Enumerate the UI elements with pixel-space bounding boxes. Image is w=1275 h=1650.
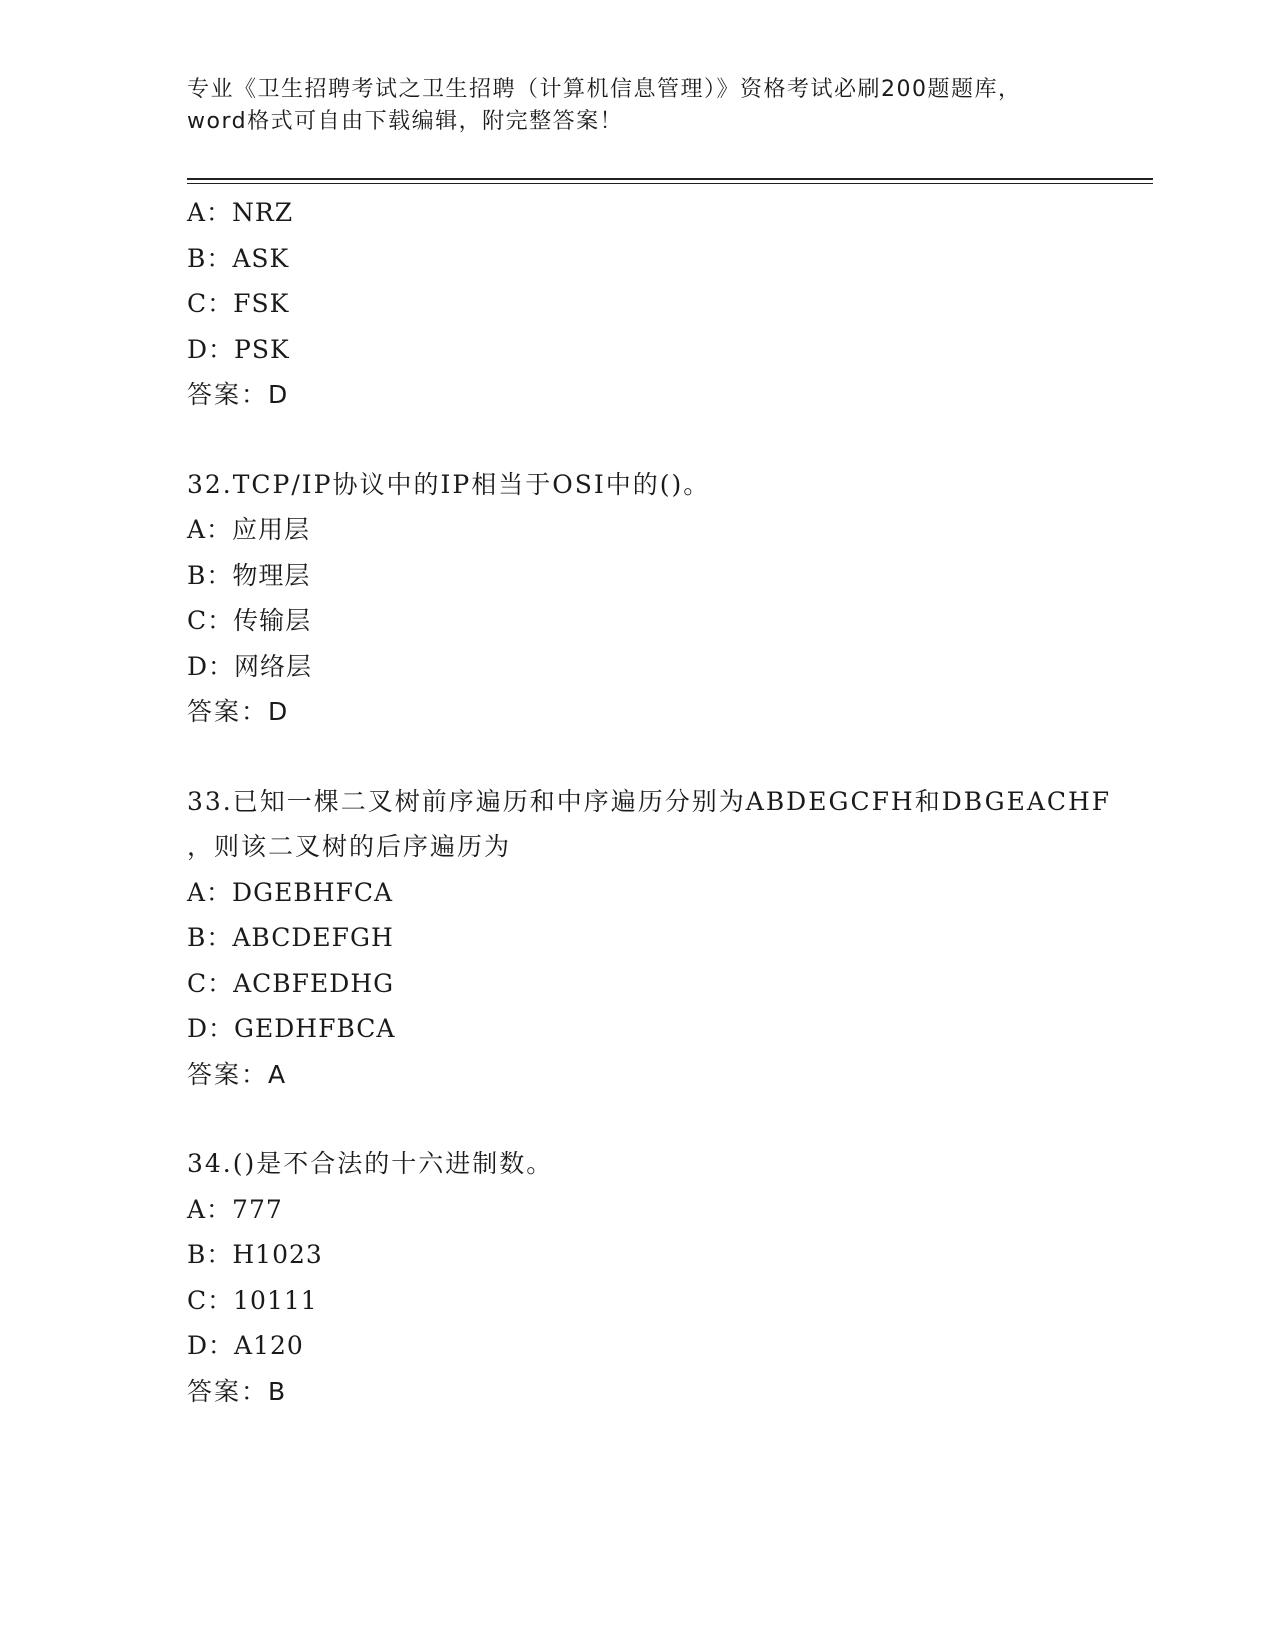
option-d: D：GEDHFBCA [187, 1014, 396, 1043]
header-line-2: word格式可自由下载编辑，附完整答案！ [187, 109, 624, 134]
option-a: A：DGEBHFCA [187, 877, 394, 907]
option-a: A：应用层 [187, 515, 311, 544]
option-b: B：ABCDEFGH [187, 923, 394, 952]
question-33 [187, 779, 1112, 1098]
answer-line: 答案：A [187, 1059, 288, 1089]
option-a: A：NRZ [187, 198, 294, 227]
question-spacer [187, 735, 1087, 779]
question-stem: 32.TCP/IP协议中的IP相当于OSI中的()。 [187, 469, 711, 499]
question-34 [187, 1141, 1087, 1414]
option-d: D：A120 [187, 1331, 304, 1360]
question-spacer [187, 1097, 1087, 1141]
option-b: B：物理层 [187, 560, 311, 590]
question-spacer [187, 418, 1087, 462]
option-d: D：网络层 [187, 651, 313, 681]
question-31 [187, 190, 1087, 418]
option-a: A：777 [187, 1194, 283, 1224]
option-b: B：H1023 [187, 1240, 323, 1269]
question-32 [187, 462, 1087, 735]
option-c: C：ACBFEDHG [187, 968, 395, 998]
question-stem: 34.()是不合法的十六进制数。 [187, 1149, 554, 1178]
header-divider-thin [187, 183, 1153, 184]
header-divider-thick [187, 178, 1153, 180]
answer-line: 答案：D [187, 380, 290, 409]
option-c: C：10111 [187, 1285, 318, 1315]
question-stem-line-1: 33.已知一棵二叉树前序遍历和中序遍历分别为ABDEGCFH和DBGEACHF [187, 786, 1112, 816]
header-line-1: 专业《卫生招聘考试之卫生招聘（计算机信息管理）》资格考试必刷200题题库， [187, 77, 1022, 102]
option-d: D：PSK [187, 334, 290, 364]
option-c: C：FSK [187, 289, 290, 318]
document-header [187, 74, 1087, 138]
answer-line: 答案：B [187, 1376, 288, 1406]
option-c: C：传输层 [187, 606, 312, 635]
question-list [187, 190, 1112, 1414]
question-stem-line-2: ，则该二叉树的后序遍历为 [187, 832, 512, 861]
answer-line: 答案：D [187, 697, 290, 726]
option-b: B：ASK [187, 243, 290, 273]
